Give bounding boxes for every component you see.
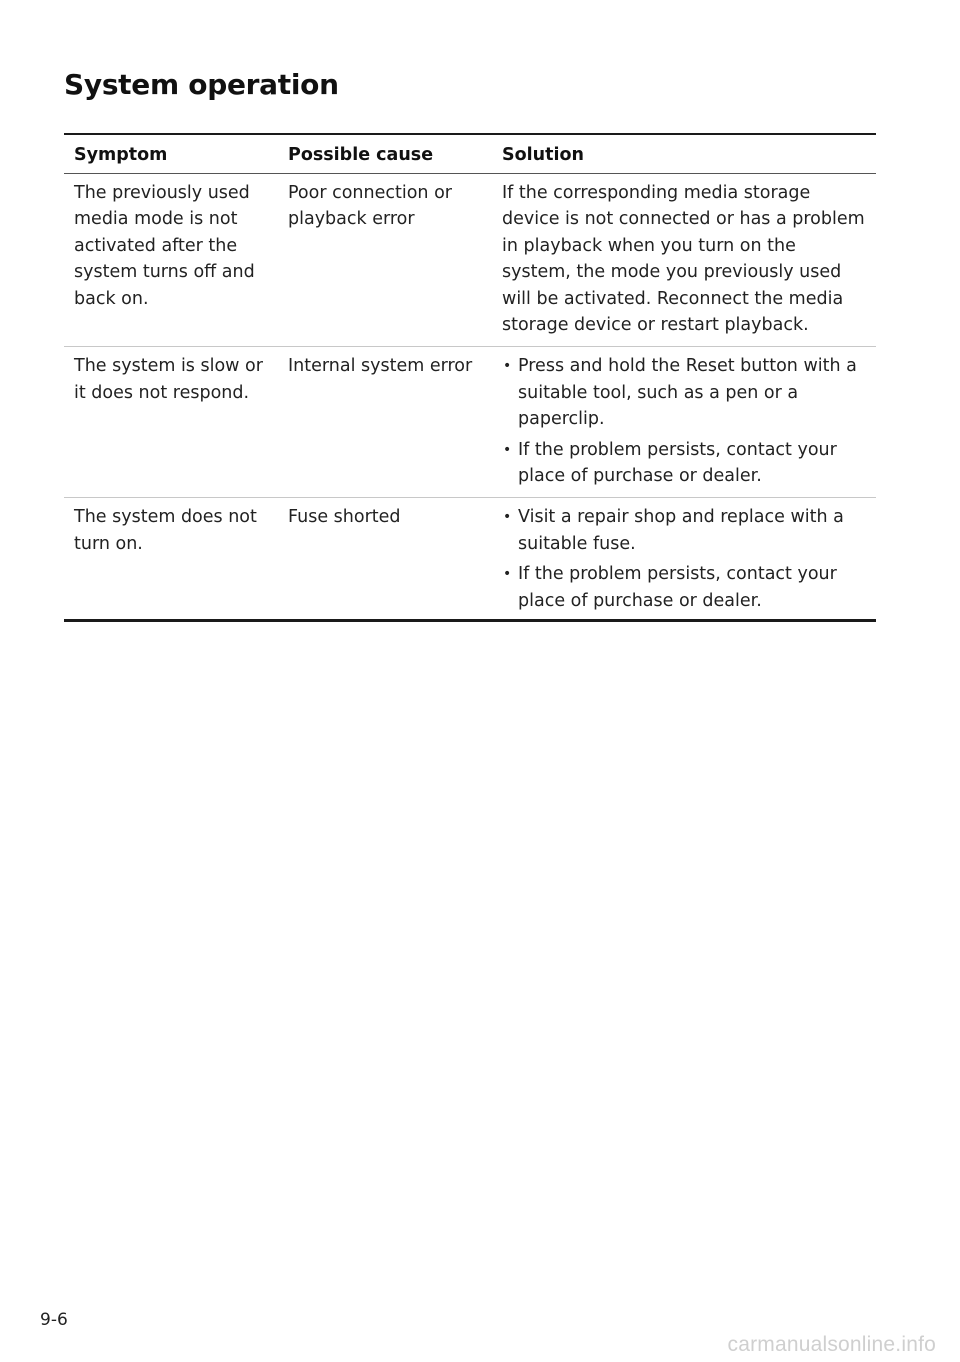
solution-bullet: • Visit a repair shop and replace with a suitable fuse. xyxy=(502,504,866,557)
table-header-row xyxy=(64,134,876,174)
cause-cell: Fuse shorted xyxy=(278,498,492,621)
table-row xyxy=(64,347,876,498)
watermark: carmanualsonline.info xyxy=(727,1333,936,1356)
page-number: 9-6 xyxy=(40,1310,68,1330)
header-symptom: Symptom xyxy=(64,134,278,174)
solution-bullet: • If the problem persists, contact your place of purchase or dealer. xyxy=(502,437,866,490)
table-row xyxy=(64,498,876,621)
solution-bullet: • If the problem persists, contact your place of purchase or dealer. xyxy=(502,561,866,614)
table-row xyxy=(64,174,876,347)
header-possible-cause: Possible cause xyxy=(278,134,492,174)
solution-cell xyxy=(492,498,876,621)
solution-list xyxy=(502,504,866,614)
cause-cell: Internal system error xyxy=(278,347,492,498)
header-solution: Solution xyxy=(492,134,876,174)
symptom-cell: The system is slow or it does not respond. xyxy=(64,347,278,498)
page-title: System operation xyxy=(64,68,339,101)
cause-cell: Poor connection or playback error xyxy=(288,183,452,230)
solution-cell: If the corresponding media storage device is not connected or has a problem in playback when you turn on the system, the mode you previously used will be activated. Reconnect the media storage device or restart playback. xyxy=(502,183,865,336)
symptom-cell: The system does not turn on. xyxy=(64,498,278,621)
solution-bullet: • Press and hold the Reset button with a suitable tool, such as a pen or a paperclip. xyxy=(502,353,866,432)
symptom-cell: The previously used media mode is not activated after the system turns off and back on. xyxy=(74,183,255,309)
solution-cell xyxy=(492,347,876,498)
solution-list xyxy=(502,353,866,489)
troubleshooting-table xyxy=(64,133,876,622)
